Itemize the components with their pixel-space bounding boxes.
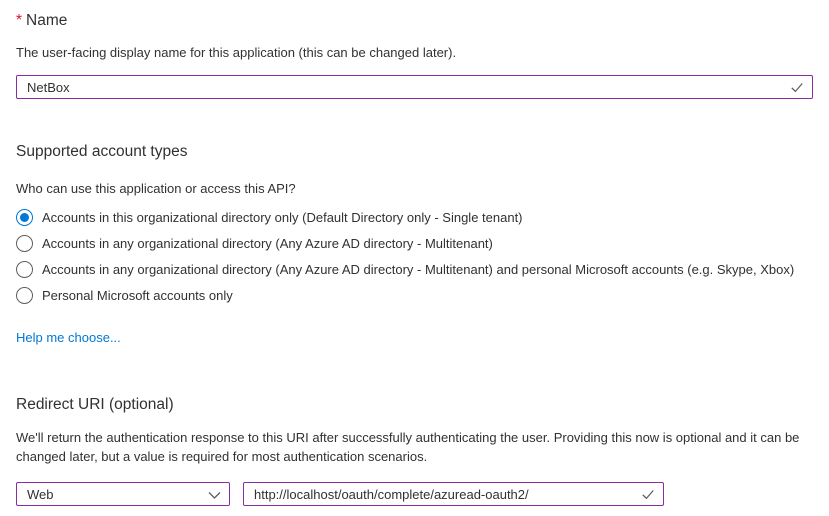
redirect-uri-description: We'll return the authentication response to this URI after successfully authenticating the user. Providing this now is optional and it can be changed later, but a value is required for most authentication scenarios.	[16, 430, 800, 464]
radio-option-personal-only[interactable]	[16, 282, 813, 308]
name-section-title	[16, 0, 813, 30]
name-input[interactable]	[16, 75, 813, 99]
radio-button-icon[interactable]	[16, 209, 33, 226]
radio-option-multitenant[interactable]	[16, 230, 813, 256]
radio-option-label: Accounts in any organizational directory (Any Azure AD directory - Multitenant)	[42, 235, 493, 251]
radio-option-label: Personal Microsoft accounts only	[42, 287, 233, 303]
name-input-wrap	[16, 75, 813, 99]
radio-button-icon[interactable]	[16, 235, 33, 252]
redirect-uri-title: Redirect URI (optional)	[16, 396, 174, 413]
account-type-radio-group	[16, 204, 813, 308]
redirect-uri-input[interactable]	[243, 482, 664, 506]
required-asterisk: *	[16, 12, 23, 29]
platform-selected-value: Web	[27, 486, 54, 502]
radio-option-label: Accounts in this organizational directory only (Default Directory only - Single tenant)	[42, 209, 523, 225]
supported-account-types-title: Supported account types	[16, 143, 188, 160]
radio-button-icon[interactable]	[16, 287, 33, 304]
radio-option-multitenant-personal[interactable]	[16, 256, 813, 282]
name-description: The user-facing display name for this application (this can be changed later).	[16, 45, 457, 60]
platform-select-dropdown[interactable]	[16, 482, 230, 506]
redirect-uri-section	[16, 396, 813, 506]
radio-option-label: Accounts in any organizational directory (Any Azure AD directory - Multitenant) and personal Microsoft accounts (e.g. Skype, Xbox)	[42, 261, 795, 277]
radio-button-icon[interactable]	[16, 261, 33, 278]
help-me-choose-link[interactable]: Help me choose...	[16, 330, 121, 345]
supported-account-types-section	[16, 143, 813, 347]
radio-option-single-tenant[interactable]	[16, 204, 813, 230]
chevron-down-icon	[208, 491, 221, 500]
redirect-uri-input-wrap	[243, 482, 664, 506]
name-title-text: Name	[26, 12, 68, 29]
redirect-uri-row	[16, 482, 813, 506]
account-types-question: Who can use this application or access this API?	[16, 181, 296, 196]
